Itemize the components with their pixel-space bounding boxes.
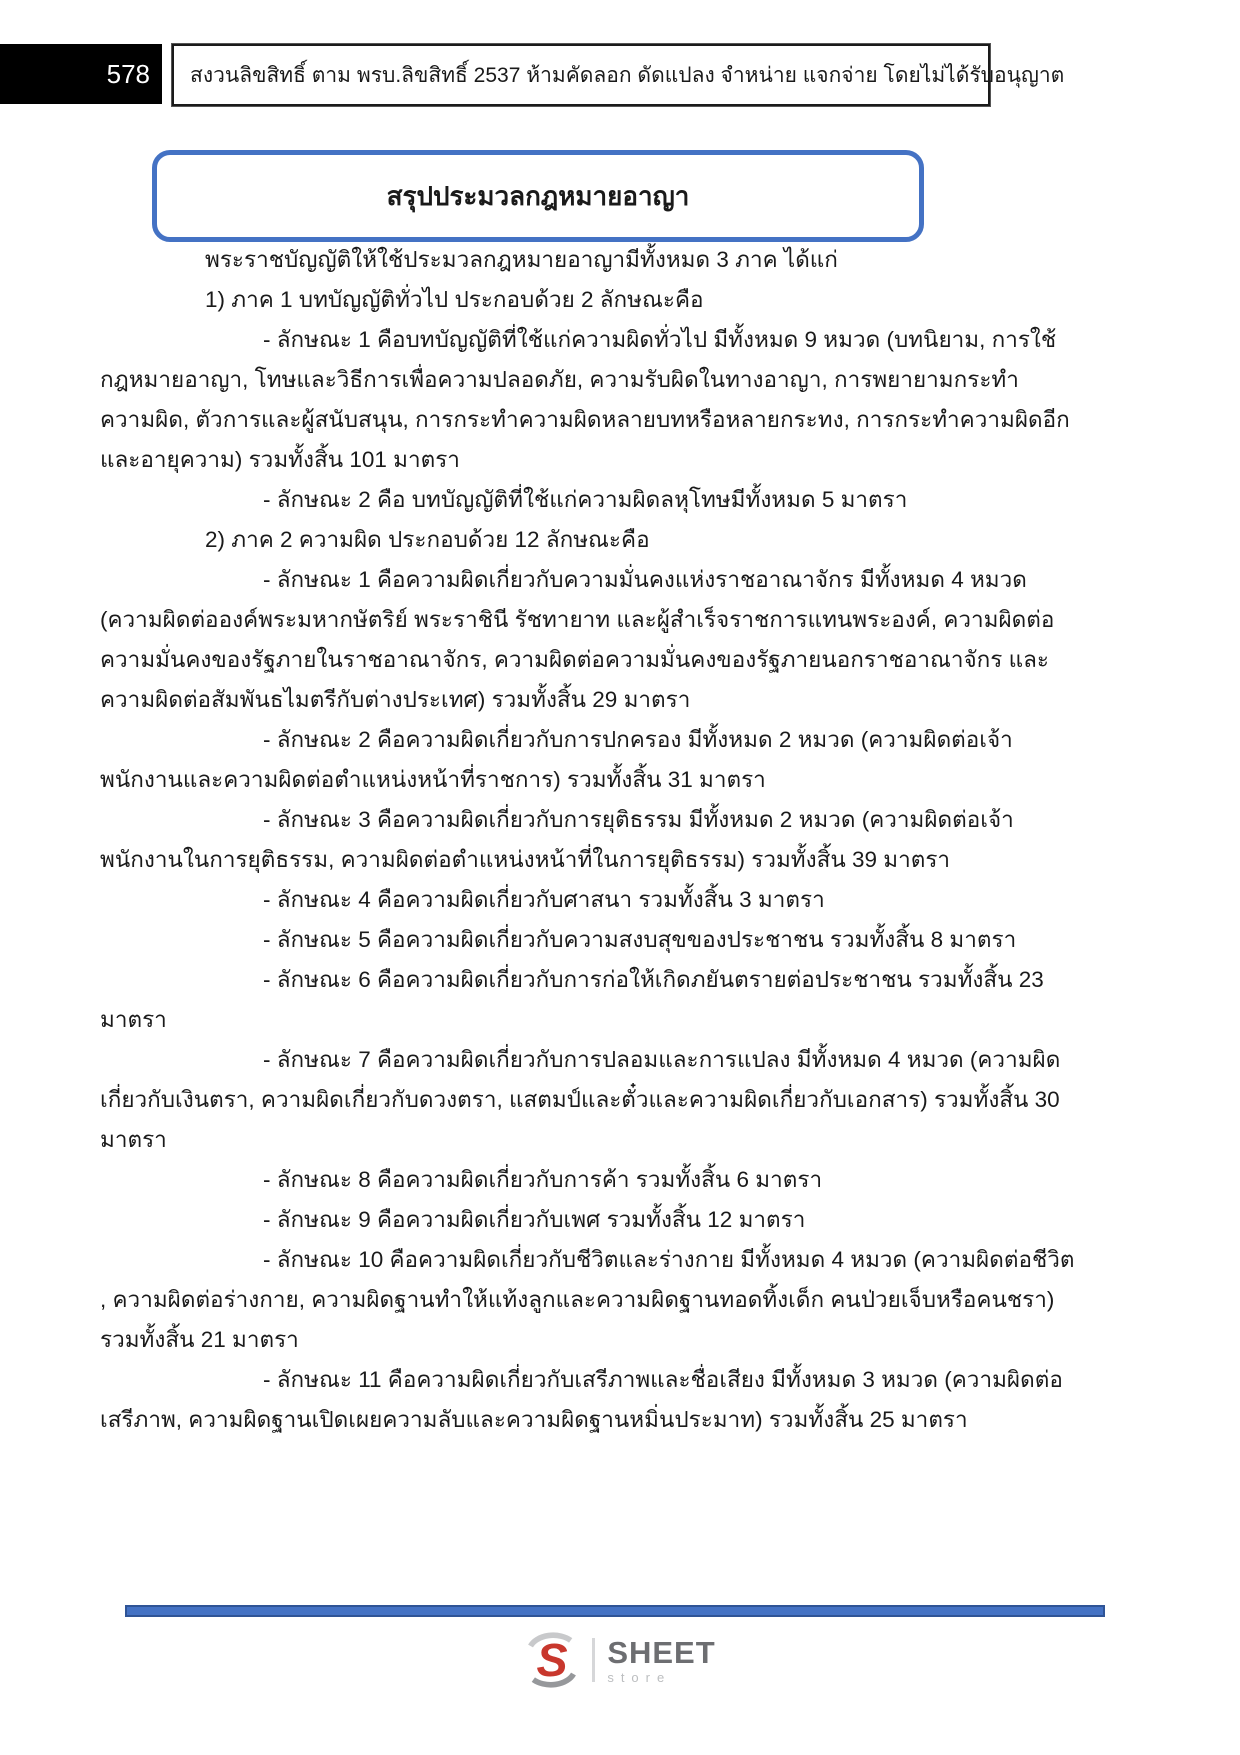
body-line: - ลักษณะ 7 คือความผิดเกี่ยวกับการปลอมและการแปลง มีทั้งหมด 4 หมวด (ความผิด — [263, 1047, 1061, 1072]
body-line: กฎหมายอาญา, โทษและวิธีการเพื่อความปลอดภัย, ความรับผิดในทางอาญา, การพยายามกระทำ — [100, 367, 1019, 392]
logo-divider — [592, 1638, 595, 1682]
body-line: และอายุความ) รวมทั้งสิ้น 101 มาตรา — [100, 447, 460, 472]
body-text — [100, 240, 1075, 1440]
body-line: มาตรา — [100, 1007, 167, 1032]
body-line: - ลักษณะ 3 คือความผิดเกี่ยวกับการยุติธรรม มีทั้งหมด 2 หมวด (ความผิดต่อเจ้า — [263, 807, 1014, 832]
body-line: - ลักษณะ 2 คือ บทบัญญัติที่ใช้แก่ความผิดลหุโทษมีทั้งหมด 5 มาตรา — [263, 487, 908, 512]
body-line: 1) ภาค 1 บทบัญญัติทั่วไป ประกอบด้วย 2 ลักษณะคือ — [205, 287, 704, 312]
body-line: - ลักษณะ 4 คือความผิดเกี่ยวกับศาสนา รวมทั้งสิ้น 3 มาตรา — [263, 887, 825, 912]
body-line: เกี่ยวกับเงินตรา, ความผิดเกี่ยวกับดวงตรา, แสตมป์และตั๋วและความผิดเกี่ยวกับเอกสาร) รวมทั้งสิ้น 30 — [100, 1087, 1060, 1112]
body-line: รวมทั้งสิ้น 21 มาตรา — [100, 1327, 299, 1352]
body-line: - ลักษณะ 1 คือความผิดเกี่ยวกับความมั่นคงแห่งราชอาณาจักร มีทั้งหมด 4 หมวด — [263, 567, 1027, 592]
body-line: ความผิดต่อสัมพันธไมตรีกับต่างประเทศ) รวมทั้งสิ้น 29 มาตรา — [100, 687, 691, 712]
body-line: ความมั่นคงของรัฐภายในราชอาณาจักร, ความผิดต่อความมั่นคงของรัฐภายนอกราชอาณาจักร และ — [100, 647, 1050, 672]
body-line: (ความผิดต่อองค์พระมหากษัตริย์ พระราชินี รัชทายาท และผู้สำเร็จราชการแทนพระองค์, ความผิดต่อ — [100, 607, 1055, 632]
body-line: พนักงานในการยุติธรรม, ความผิดต่อตำแหน่งหน้าที่ในการยุติธรรม) รวมทั้งสิ้น 39 มาตรา — [100, 847, 951, 872]
body-line: - ลักษณะ 9 คือความผิดเกี่ยวกับเพศ รวมทั้งสิ้น 12 มาตรา — [263, 1207, 806, 1232]
page-number: 578 — [106, 58, 150, 89]
body-line: - ลักษณะ 6 คือความผิดเกี่ยวกับการก่อให้เกิดภยันตรายต่อประชาชน รวมทั้งสิ้น 23 — [263, 967, 1044, 992]
copyright-notice: สงวนลิขสิทธิ์ ตาม พรบ.ลิขสิทธิ์ 2537 ห้ามคัดลอก ดัดแปลง จำหน่าย แจกจ่าย โดยไม่ได้รับอนุญาต — [190, 63, 1065, 87]
body-line: - ลักษณะ 2 คือความผิดเกี่ยวกับการปกครอง มีทั้งหมด 2 หมวด (ความผิดต่อเจ้า — [263, 727, 1013, 752]
page-title: สรุปประมวลกฎหมายอาญา — [386, 180, 690, 211]
body-line: - ลักษณะ 8 คือความผิดเกี่ยวกับการค้า รวมทั้งสิ้น 6 มาตรา — [263, 1167, 823, 1192]
brand-name: SHEET — [607, 1634, 716, 1670]
body-line: - ลักษณะ 10 คือความผิดเกี่ยวกับชีวิตและร่างกาย มีทั้งหมด 4 หมวด (ความผิดต่อชีวิต — [263, 1247, 1075, 1272]
copyright-box — [172, 44, 1065, 106]
body-line: ความผิด, ตัวการและผู้สนับสนุน, การกระทำความผิดหลายบทหรือหลายกระทง, การกระทำความผิดอีก — [100, 407, 1070, 432]
body-line: - ลักษณะ 5 คือความผิดเกี่ยวกับความสงบสุขของประชาชน รวมทั้งสิ้น 8 มาตรา — [263, 927, 1017, 952]
body-line: เสรีภาพ, ความผิดฐานเปิดเผยความลับและความผิดฐานหมิ่นประมาท) รวมทั้งสิ้น 25 มาตรา — [100, 1407, 968, 1432]
body-line: พนักงานและความผิดต่อตำแหน่งหน้าที่ราชการ) รวมทั้งสิ้น 31 มาตรา — [100, 767, 766, 792]
logo-wordmark — [607, 1634, 716, 1685]
title-box — [152, 150, 924, 242]
footer-logo — [0, 1632, 1240, 1688]
body-line: 2) ภาค 2 ความผิด ประกอบด้วย 12 ลักษณะคือ — [205, 527, 650, 552]
body-line: มาตรา — [100, 1127, 167, 1152]
brand-subtitle: store — [607, 1669, 672, 1685]
logo-letter: S — [536, 1633, 568, 1686]
page-number-box — [0, 44, 162, 104]
body-line: , ความผิดต่อร่างกาย, ความผิดฐานทำให้แท้งลูกและความผิดฐานทอดทิ้งเด็ก คนป่วยเจ็บหรือคนชรา) — [100, 1287, 1055, 1312]
sheet-store-logo-icon — [524, 1632, 580, 1688]
footer-divider — [125, 1605, 1105, 1617]
body-line: - ลักษณะ 1 คือบทบัญญัติที่ใช้แก่ความผิดทั่วไป มีทั้งหมด 9 หมวด (บทนิยาม, การใช้ — [263, 327, 1057, 352]
body-line: พระราชบัญญัติให้ใช้ประมวลกฎหมายอาญามีทั้งหมด 3 ภาค ได้แก่ — [205, 247, 838, 272]
body-line: - ลักษณะ 11 คือความผิดเกี่ยวกับเสรีภาพและชื่อเสียง มีทั้งหมด 3 หมวด (ความผิดต่อ — [263, 1367, 1063, 1392]
